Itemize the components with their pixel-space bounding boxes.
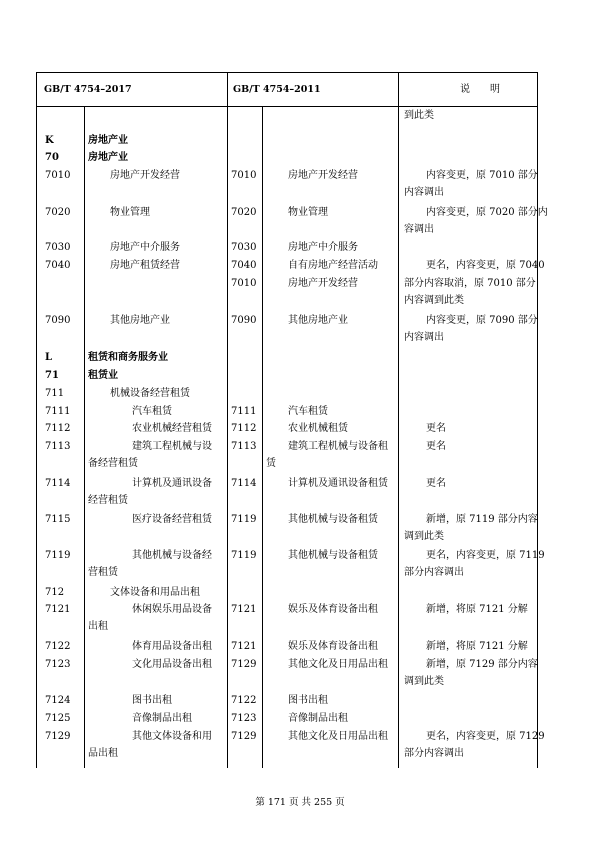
new-code: 7113 [45, 441, 71, 452]
new-name: 其他房地产业 [110, 315, 170, 326]
new-name: 房地产业 [88, 152, 128, 163]
new-code: 7119 [45, 550, 71, 561]
description: 更名 [426, 441, 446, 452]
new-name: 休闲娱乐用品设备 [132, 604, 212, 615]
old-code: 7121 [231, 641, 257, 652]
new-name-cont: 备经营租赁 [88, 458, 138, 469]
old-code: 7090 [231, 315, 257, 326]
old-code: 7123 [231, 713, 257, 724]
new-code: 7090 [45, 315, 71, 326]
description-cont: 调到此类 [404, 676, 444, 687]
old-code: 7111 [231, 406, 257, 417]
new-name-cont: 经营租赁 [88, 495, 128, 506]
old-name: 农业机械租赁 [288, 423, 348, 434]
old-code: 7129 [231, 659, 257, 670]
new-code: 7112 [45, 423, 71, 434]
old-name: 其他文化及日用品出租 [288, 731, 388, 742]
old-name: 计算机及通讯设备租赁 [288, 478, 388, 489]
description: 更名，内容变更，原 7040 [426, 260, 545, 271]
new-code: 7123 [45, 659, 71, 670]
old-name: 物业管理 [288, 207, 328, 218]
old-code: 7119 [231, 550, 257, 561]
description-cont: 容调出 [404, 224, 434, 235]
new-name: 文化用品设备出租 [132, 659, 212, 670]
description: 部分内容取消，原 7010 部分 [404, 278, 536, 289]
new-name: 医疗设备经营租赁 [132, 514, 212, 525]
description-cont: 调到此类 [404, 531, 444, 542]
new-name: 房地产开发经营 [110, 170, 180, 181]
old-name: 房地产中介服务 [288, 242, 358, 253]
header-new-standard: GB/T 4754–2017 [44, 84, 132, 95]
old-code: 7129 [231, 731, 257, 742]
old-code: 7010 [231, 278, 257, 289]
new-name: 农业机械经营租赁 [132, 423, 212, 434]
new-name: 图书出租 [132, 695, 172, 706]
page-footer: 第 171 页 共 255 页 [255, 797, 345, 808]
new-name: 其他机械与设备经 [132, 550, 212, 561]
new-name: 租赁和商务服务业 [88, 352, 168, 363]
description: 更名 [426, 478, 446, 489]
old-name: 其他机械与设备租赁 [288, 514, 378, 525]
new-code: 7115 [45, 514, 71, 525]
new-name: 其他文体设备和用 [132, 731, 212, 742]
new-code: 7122 [45, 641, 71, 652]
new-name-cont: 品出租 [88, 748, 118, 759]
new-code: 7010 [45, 170, 71, 181]
description: 内容变更，原 7020 部分内 [426, 207, 548, 218]
old-name: 娱乐及体育设备出租 [288, 604, 378, 615]
old-code: 7114 [231, 478, 257, 489]
new-name: 房地产中介服务 [110, 242, 180, 253]
new-code: 7111 [45, 406, 71, 417]
old-name: 其他文化及日用品出租 [288, 659, 388, 670]
description: 新增，将原 7121 分解 [426, 604, 528, 615]
old-name: 音像制品出租 [288, 713, 348, 724]
old-code: 7121 [231, 604, 257, 615]
old-name: 建筑工程机械与设备租 [288, 441, 388, 452]
new-code: 7121 [45, 604, 71, 615]
new-name: 文体设备和用品出租 [110, 587, 200, 598]
new-code: L [45, 352, 53, 363]
description: 更名 [426, 423, 446, 434]
new-code: 7129 [45, 731, 71, 742]
new-code: 712 [45, 587, 65, 598]
description: 更名，内容变更，原 7129 [426, 731, 545, 742]
old-name: 自有房地产经营活动 [288, 260, 378, 271]
old-code: 7040 [231, 260, 257, 271]
description-cont: 内容调出 [404, 332, 444, 343]
old-code: 7113 [231, 441, 257, 452]
description: 新增，将原 7121 分解 [426, 641, 528, 652]
old-name: 房地产开发经营 [288, 170, 358, 181]
new-code: 711 [45, 388, 65, 399]
description-cont: 内容调出 [404, 187, 444, 198]
old-name-cont: 赁 [266, 458, 276, 469]
description-cont: 部分内容调出 [404, 567, 464, 578]
new-code: 70 [45, 152, 59, 163]
new-code: 7020 [45, 207, 71, 218]
new-code: 7125 [45, 713, 71, 724]
new-name-cont: 营租赁 [88, 567, 118, 578]
header-description: 说 明 [460, 84, 500, 95]
old-name: 汽车租赁 [288, 406, 328, 417]
new-name: 房地产租赁经营 [110, 260, 180, 271]
new-code: 7040 [45, 260, 71, 271]
new-name: 机械设备经营租赁 [110, 388, 190, 399]
old-code: 7122 [231, 695, 257, 706]
old-name: 图书出租 [288, 695, 328, 706]
new-code: 7030 [45, 242, 71, 253]
description: 内容变更，原 7090 部分 [426, 315, 538, 326]
description: 新增，原 7119 部分内容 [426, 514, 538, 525]
description: 更名，内容变更，原 7119 [426, 550, 545, 561]
old-name: 其他房地产业 [288, 315, 348, 326]
header-old-standard: GB/T 4754–2011 [233, 84, 321, 95]
new-name: 租赁业 [88, 370, 118, 381]
description-cont: 部分内容调出 [404, 748, 464, 759]
new-name: 房地产业 [88, 135, 128, 146]
new-code: 71 [45, 370, 59, 381]
description: 到此类 [404, 110, 434, 121]
old-code: 7030 [231, 242, 257, 253]
description: 新增，原 7129 部分内容 [426, 659, 538, 670]
old-name: 房地产开发经营 [288, 278, 358, 289]
new-name-cont: 出租 [88, 621, 108, 632]
old-code: 7112 [231, 423, 257, 434]
new-code: 7124 [45, 695, 71, 706]
new-name: 汽车租赁 [132, 406, 172, 417]
new-name: 计算机及通讯设备 [132, 478, 212, 489]
old-code: 7010 [231, 170, 257, 181]
old-name: 其他机械与设备租赁 [288, 550, 378, 561]
old-code: 7020 [231, 207, 257, 218]
new-code: 7114 [45, 478, 71, 489]
new-name: 体育用品设备出租 [132, 641, 212, 652]
old-code: 7119 [231, 514, 257, 525]
description-cont: 内容调到此类 [404, 295, 464, 306]
old-name: 娱乐及体育设备出租 [288, 641, 378, 652]
new-code: K [45, 135, 54, 146]
new-name: 物业管理 [110, 207, 150, 218]
new-name: 建筑工程机械与设 [132, 441, 212, 452]
description: 内容变更，原 7010 部分 [426, 170, 538, 181]
new-name: 音像制品出租 [132, 713, 192, 724]
